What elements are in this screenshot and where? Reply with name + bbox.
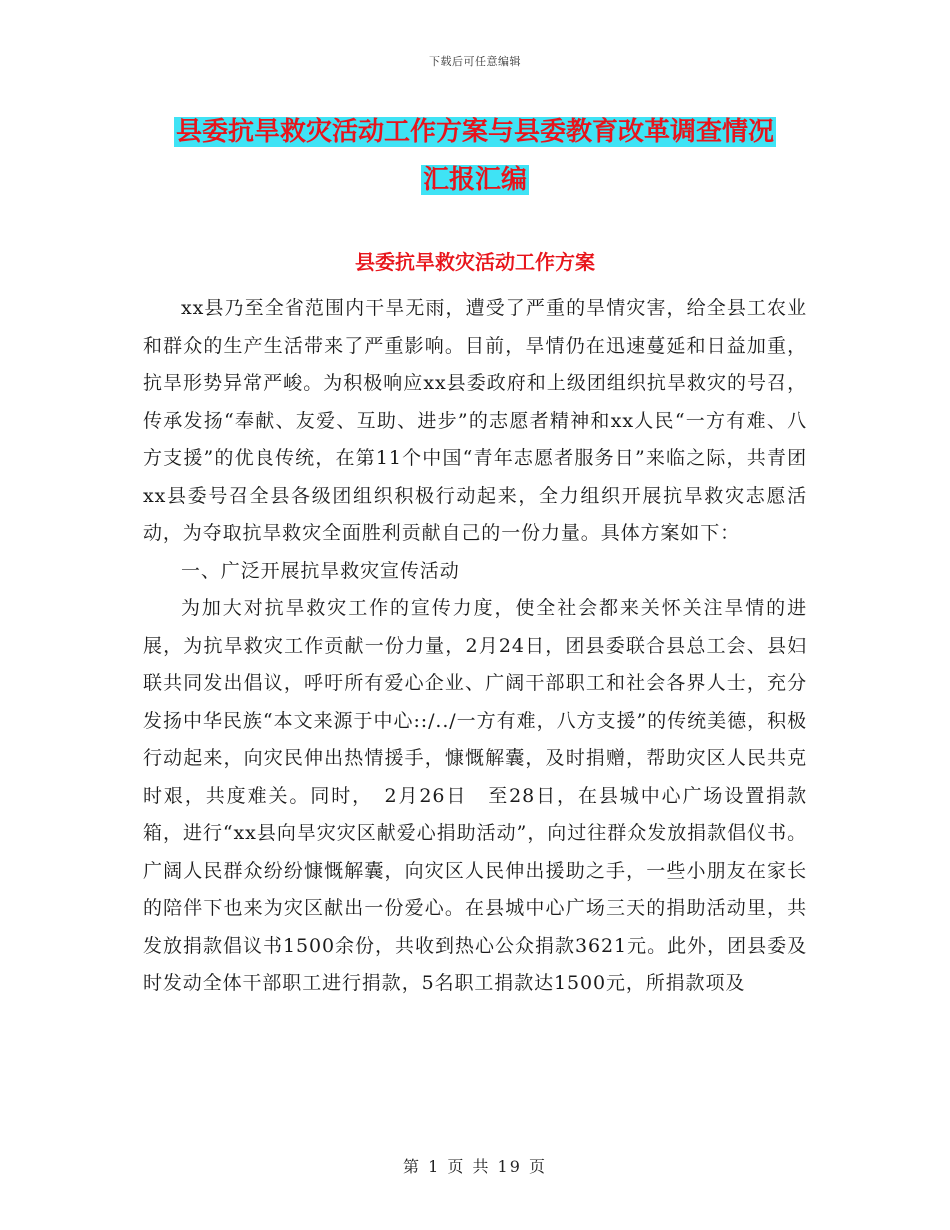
section-title: 县委抗旱救灾活动工作方案 [355,250,595,274]
page-number: 第 1 页 共 19 页 [403,1157,547,1176]
document-title-line-2: 汇报汇编 [422,165,527,195]
body-paragraph-publicity: 为加大对抗旱救灾工作的宣传力度，使全社会都来关怀关注旱情的进展，为抗旱救灾工作贡献一份力量，2月24日，团县委联合县总工会、县妇联共同发出倡议，呼吁所有爱心企业、广阔干部职工和社会各界人士，充分发扬中华民族“本文来源于中心::/../一方有难，八方支援”的传统美德，积极行动起来，向灾民伸出热情援手，慷慨解囊，及时捐赠，帮助灾区人民共克时艰，共度难关。同时， 2月26日 至28日，在县城中心广场设置捐款箱，进行“xx县向旱灾灾区献爱心捐助活动”，向过往群众发放捐款倡仪书。广阔人民群众纷纷慷慨解囊，向灾区人民伸出援助之手，一些小朋友在家长的陪伴下也来为灾区献出一份爱心。在县城中心广场三天的捐助活动里，共发放捐款倡议书1500余份，共收到热心公众捐款3621元。此外，团县委及时发动全体干部职工进行捐款，5名职工捐款达1500元，所捐款项及 [143,597,807,994]
document-title-line-1: 县委抗旱救灾活动工作方案与县委教育改革调查情况 [175,117,774,147]
document-body [143,290,807,1003]
page-header-note: 下载后可任意编辑 [429,55,521,68]
body-paragraph-heading-1: 一、广泛开展抗旱救灾宣传活动 [181,559,460,582]
document-title [0,108,950,204]
body-paragraph-intro: xx县乃至全省范围内干旱无雨，遭受了严重的旱情灾害，给全县工农业和群众的生产生活带来了严重影响。目前，旱情仍在迅速蔓延和日益加重，抗旱形势异常严峻。为积极响应xx县委政府和上级团组织抗旱救灾的号召，传承发扬“奉献、友爱、互助、进步”的志愿者精神和xx人民“一方有难、八方支援”的优良传统，在第11个中国“青年志愿者服务日”来临之际，共青团xx县委号召全县各级团组织积极行动起来，全力组织开展抗旱救灾志愿活动，为夺取抗旱救灾全面胜利贡献自己的一份力量。具体方案如下： [143,297,807,544]
